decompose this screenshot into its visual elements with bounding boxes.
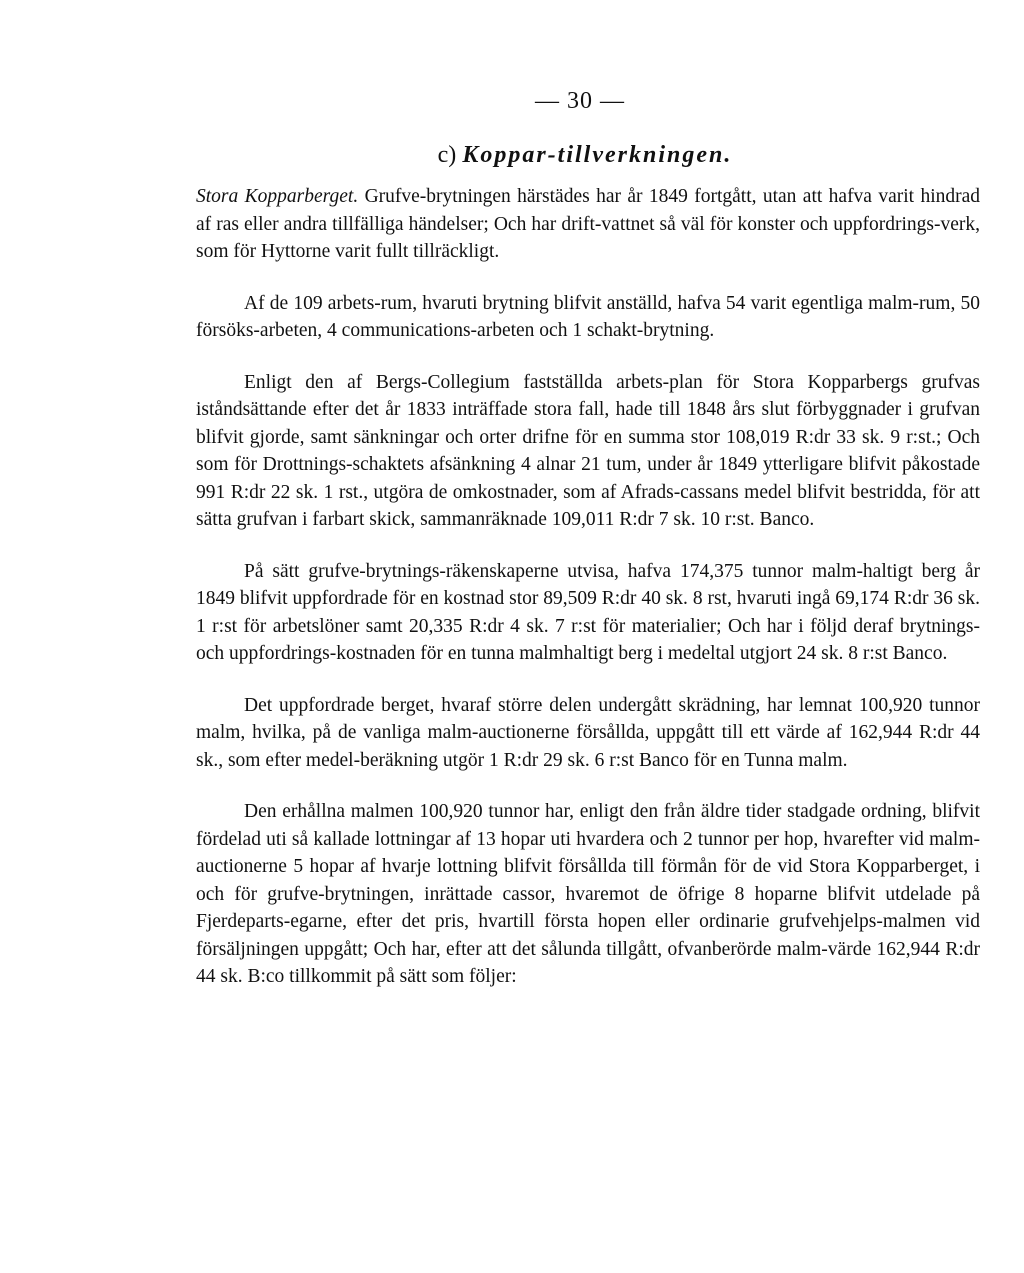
paragraph-2: Af de 109 arbets-rum, hvaruti brytning blifvit anställd, hafva 54 varit egentliga malm-rum, 50 försöks-arbeten, 4 communications-arbeten och 1 schakt-brytning. bbox=[196, 292, 980, 341]
paragraph-3: Enligt den af Bergs-Collegium fastställda arbets-plan för Stora Kopparbergs grufvas iståndsättande efter det år 1833 inträffade stora fall, hade till 1848 års slut förbyggnader i grufvan blifvit gjorde, samt sänkningar och orter drifne för en summa stor 108,019 R:dr 33 sk. 9 r:st.; Och som för Drottnings-schaktets afsänkning 4 alnar 21 tum, under år 1849 ytterligare blifvit påkostade 991 R:dr 22 sk. 1 rst., utgöra de omkostnader, som af Afrads-cassans medel blifvit bestridda, för att sätta grufvan i farbart skick, sammanräknade 109,011 R:dr 7 sk. 10 r:st. Banco. bbox=[196, 371, 980, 530]
paragraph-4: På sätt grufve-brytnings-räkenskaperne utvisa, hafva 174,375 tunnor malm-haltigt berg år 1849 blifvit uppfordrade för en kostnad stor 89,509 R:dr 40 sk. 8 rst, hvaruti ingå 69,174 R:dr 36 sk. 1 r:st för arbetslöner samt 20,335 R:dr 4 sk. 7 r:st för materialier; Och har i följd deraf brytnings- och uppfordrings-kostnaden för en tunna malmhaltigt berg i medeltal utgjort 24 sk. 8 r:st Banco. bbox=[196, 560, 980, 664]
section-label: c) bbox=[437, 142, 457, 168]
paragraph-6: Den erhållna malmen 100,920 tunnor har, enligt den från äldre tider stadgade ordning, blifvit fördelad uti så kallade lottningar af 13 hopar uti hvardera och 2 tunnor per hop, hvarefter vid malm-auctionerne 5 hopar af hvarje lottning blifvit försållda till förmån för de vid Stora Kopparberget, i och för grufve-brytningen, inrättade cassor, hvaremot de öfrige 8 hoparne blifvit utdelade på Fjerdeparts-egarne, efter det pris, hvartill första hopen eller ordinarie grufvehjelps-malmen vid försäljningen uppgått; Och har, efter att det sålunda tillgått, ofvanberörde malm-värde 162,944 R:dr 44 sk. B:co tillkommit på sätt som följer: bbox=[196, 801, 980, 987]
paragraph-1 bbox=[196, 183, 980, 266]
section-heading bbox=[0, 142, 1024, 169]
paragraph-lead: Stora Kopparberget. bbox=[196, 186, 359, 207]
section-title: Koppar-tillverkningen. bbox=[462, 142, 733, 168]
page-number: — 30 — bbox=[535, 88, 625, 114]
paragraph-5: Det uppfordrade berget, hvaraf större delen undergått skrädning, har lemnat 100,920 tunnor malm, hvilka, på de vanliga malm-auctionerne försållda, uppgått till ett värde af 162,944 R:dr 44 sk., som efter medel-beräkning utgör 1 R:dr 29 sk. 6 r:st Banco för en Tunna malm. bbox=[196, 694, 980, 771]
paragraph-text: Grufve-brytningen härstädes har år 1849 fortgått, utan att hafva varit hindrad af ras eller andra tillfälliga händelser; Och har drift-vattnet så väl för konster och uppfordrings-verk, som för Hyttorne varit fullt tillräckligt. bbox=[196, 186, 981, 262]
page-body bbox=[196, 183, 980, 1015]
